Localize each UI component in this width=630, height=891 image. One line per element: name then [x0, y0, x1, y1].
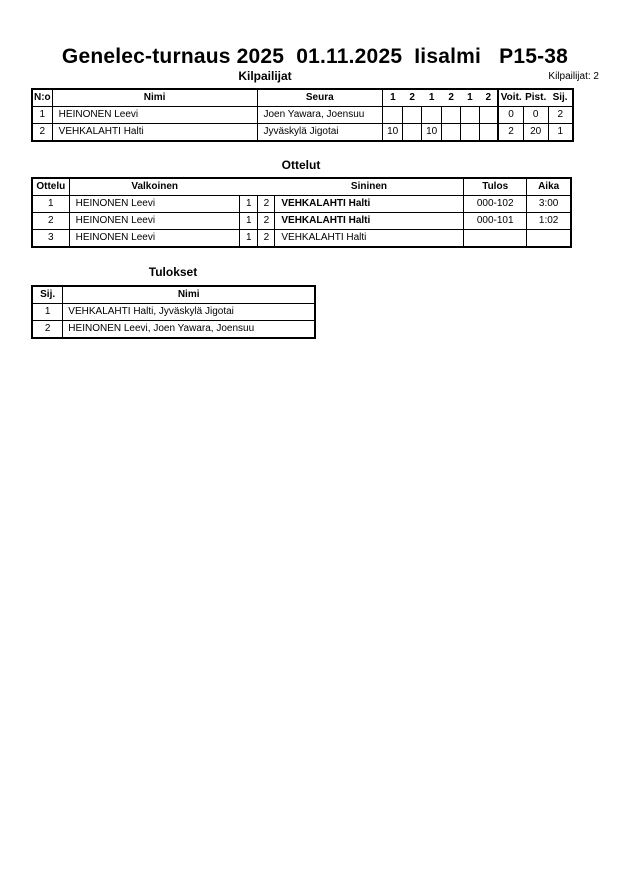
competitor-club: Jyväskylä Jigotai	[257, 124, 383, 142]
match-blue: VEHKALAHTI Halti	[275, 196, 464, 213]
results-table	[31, 285, 316, 339]
col-header-round: 2	[479, 89, 498, 107]
col-header-spacer	[258, 178, 275, 196]
competitor-name: HEINONEN Leevi	[52, 107, 257, 124]
table-row	[32, 107, 573, 124]
col-header-place: Sij.	[548, 89, 573, 107]
round-score	[461, 124, 480, 142]
table-row	[32, 321, 315, 339]
round-score: 10	[422, 124, 442, 142]
round-score	[422, 107, 442, 124]
table-row	[32, 230, 571, 248]
competitors-count: Kilpailijat: 2	[548, 71, 599, 82]
result-place: 2	[32, 321, 63, 339]
match-blue-num: 2	[258, 230, 275, 248]
match-blue: VEHKALAHTI Halti	[275, 213, 464, 230]
col-header-round: 1	[461, 89, 480, 107]
col-header-club: Seura	[257, 89, 383, 107]
match-white: HEINONEN Leevi	[69, 230, 240, 248]
col-header-time: Aika	[527, 178, 571, 196]
col-header-round: 2	[442, 89, 461, 107]
col-header-points: Pist.	[523, 89, 548, 107]
match-result	[464, 230, 527, 248]
col-header-result: Tulos	[464, 178, 527, 196]
match-time: 3:00	[527, 196, 571, 213]
competitor-wins: 0	[498, 107, 523, 124]
competitor-name: VEHKALAHTI Halti	[52, 124, 257, 142]
results-header-row	[32, 286, 315, 304]
match-blue-num: 2	[258, 213, 275, 230]
match-no: 3	[32, 230, 69, 248]
matches-table	[31, 177, 572, 248]
match-result: 000-101	[464, 213, 527, 230]
result-name: HEINONEN Leevi, Joen Yawara, Joensuu	[63, 321, 315, 339]
competitor-no: 1	[32, 107, 52, 124]
match-white-num: 1	[240, 196, 258, 213]
col-header-no: N:o	[32, 89, 52, 107]
competitor-wins: 2	[498, 124, 523, 142]
match-white-num: 1	[240, 213, 258, 230]
page-title: Genelec-turnaus 2025 01.11.2025 Iisalmi P15-38	[61, 45, 569, 68]
match-result: 000-102	[464, 196, 527, 213]
result-place: 1	[32, 304, 63, 321]
results-heading: Tulokset	[148, 265, 198, 279]
round-score	[403, 124, 422, 142]
match-blue: VEHKALAHTI Halti	[275, 230, 464, 248]
competitor-no: 2	[32, 124, 52, 142]
match-white-num: 1	[240, 230, 258, 248]
table-row	[32, 196, 571, 213]
competitor-place: 1	[548, 124, 573, 142]
match-time	[527, 230, 571, 248]
col-header-round: 1	[422, 89, 442, 107]
competitor-club: Joen Yawara, Joensuu	[257, 107, 383, 124]
match-white: HEINONEN Leevi	[69, 196, 240, 213]
match-time: 1:02	[527, 213, 571, 230]
matches-heading: Ottelut	[281, 158, 321, 172]
competitor-place: 2	[548, 107, 573, 124]
col-header-blue: Sininen	[275, 178, 464, 196]
table-row	[32, 213, 571, 230]
col-header-match: Ottelu	[32, 178, 69, 196]
col-header-name: Nimi	[52, 89, 257, 107]
match-blue-num: 2	[258, 196, 275, 213]
table-row	[32, 124, 573, 142]
competitor-points: 0	[523, 107, 548, 124]
match-no: 2	[32, 213, 69, 230]
round-score	[461, 107, 480, 124]
col-header-name: Nimi	[63, 286, 315, 304]
competitor-points: 20	[523, 124, 548, 142]
competitors-table	[31, 88, 574, 142]
col-header-round: 1	[383, 89, 403, 107]
round-score: 10	[383, 124, 403, 142]
competitors-header-row	[32, 89, 573, 107]
table-row	[32, 304, 315, 321]
round-score	[403, 107, 422, 124]
col-header-wins: Voit.	[498, 89, 523, 107]
competitors-heading: Kilpailijat	[238, 69, 292, 83]
match-white: HEINONEN Leevi	[69, 213, 240, 230]
result-name: VEHKALAHTI Halti, Jyväskylä Jigotai	[63, 304, 315, 321]
col-header-white: Valkoinen	[69, 178, 240, 196]
round-score	[479, 124, 498, 142]
col-header-round: 2	[403, 89, 422, 107]
round-score	[442, 107, 461, 124]
round-score	[442, 124, 461, 142]
matches-header-row	[32, 178, 571, 196]
round-score	[383, 107, 403, 124]
round-score	[479, 107, 498, 124]
col-header-spacer	[240, 178, 258, 196]
match-no: 1	[32, 196, 69, 213]
col-header-place: Sij.	[32, 286, 63, 304]
